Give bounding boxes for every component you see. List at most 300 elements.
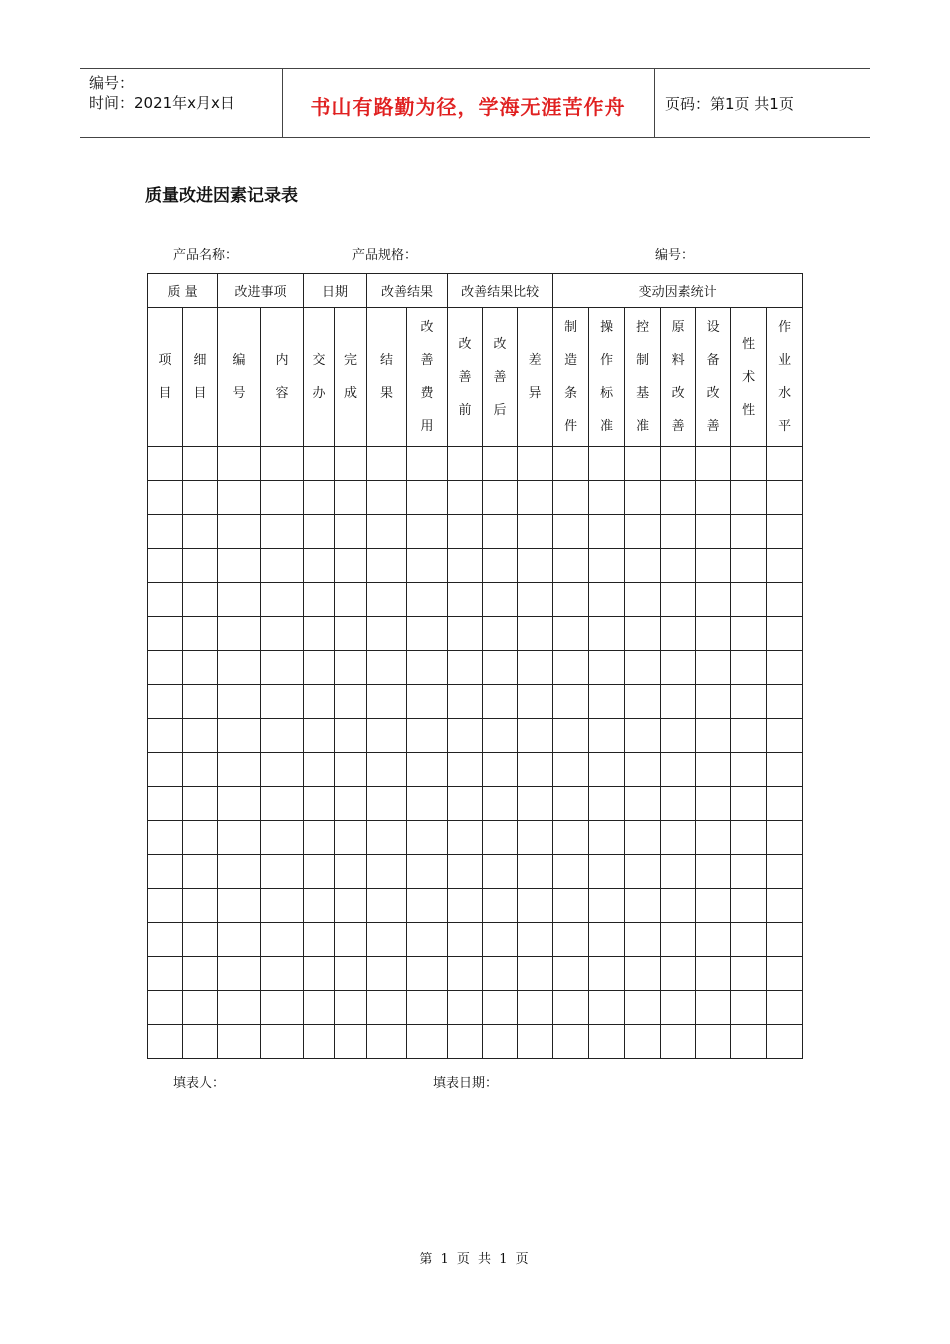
table-cell[interactable] <box>261 991 304 1025</box>
table-cell[interactable] <box>148 855 183 889</box>
table-cell[interactable] <box>696 787 731 821</box>
table-cell[interactable] <box>261 719 304 753</box>
table-cell[interactable] <box>661 855 696 889</box>
table-cell[interactable] <box>407 957 448 991</box>
table-cell[interactable] <box>696 651 731 685</box>
table-cell[interactable] <box>589 957 625 991</box>
table-cell[interactable] <box>218 651 261 685</box>
table-cell[interactable] <box>304 821 335 855</box>
table-cell[interactable] <box>518 923 553 957</box>
table-cell[interactable] <box>218 685 261 719</box>
table-cell[interactable] <box>335 617 367 651</box>
table-cell[interactable] <box>148 991 183 1025</box>
table-cell[interactable] <box>553 787 589 821</box>
table-cell[interactable] <box>589 549 625 583</box>
table-cell[interactable] <box>183 1025 218 1059</box>
table-cell[interactable] <box>696 889 731 923</box>
table-cell[interactable] <box>625 923 661 957</box>
table-cell[interactable] <box>625 549 661 583</box>
table-cell[interactable] <box>696 821 731 855</box>
table-cell[interactable] <box>304 651 335 685</box>
table-cell[interactable] <box>553 889 589 923</box>
table-cell[interactable] <box>367 957 407 991</box>
table-cell[interactable] <box>661 583 696 617</box>
table-cell[interactable] <box>335 923 367 957</box>
table-cell[interactable] <box>589 1025 625 1059</box>
table-cell[interactable] <box>661 617 696 651</box>
table-cell[interactable] <box>148 957 183 991</box>
table-cell[interactable] <box>731 617 767 651</box>
table-cell[interactable] <box>448 685 483 719</box>
table-cell[interactable] <box>183 481 218 515</box>
table-cell[interactable] <box>483 991 518 1025</box>
table-cell[interactable] <box>767 855 803 889</box>
table-cell[interactable] <box>304 1025 335 1059</box>
table-cell[interactable] <box>661 787 696 821</box>
table-cell[interactable] <box>304 481 335 515</box>
table-cell[interactable] <box>553 651 589 685</box>
table-cell[interactable] <box>518 855 553 889</box>
table-cell[interactable] <box>767 685 803 719</box>
table-cell[interactable] <box>261 753 304 787</box>
table-cell[interactable] <box>335 855 367 889</box>
table-cell[interactable] <box>767 447 803 481</box>
table-cell[interactable] <box>367 583 407 617</box>
table-cell[interactable] <box>261 685 304 719</box>
table-cell[interactable] <box>304 515 335 549</box>
table-cell[interactable] <box>731 481 767 515</box>
table-cell[interactable] <box>767 549 803 583</box>
table-cell[interactable] <box>696 617 731 651</box>
table-cell[interactable] <box>483 821 518 855</box>
table-cell[interactable] <box>367 1025 407 1059</box>
table-cell[interactable] <box>553 447 589 481</box>
table-cell[interactable] <box>335 583 367 617</box>
table-cell[interactable] <box>367 481 407 515</box>
table-cell[interactable] <box>625 753 661 787</box>
table-cell[interactable] <box>661 447 696 481</box>
table-cell[interactable] <box>448 515 483 549</box>
table-cell[interactable] <box>183 889 218 923</box>
table-cell[interactable] <box>483 753 518 787</box>
table-cell[interactable] <box>731 889 767 923</box>
table-cell[interactable] <box>261 821 304 855</box>
table-cell[interactable] <box>767 651 803 685</box>
table-cell[interactable] <box>553 481 589 515</box>
table-cell[interactable] <box>767 923 803 957</box>
table-cell[interactable] <box>448 923 483 957</box>
table-cell[interactable] <box>589 583 625 617</box>
table-cell[interactable] <box>261 651 304 685</box>
table-cell[interactable] <box>483 447 518 481</box>
table-cell[interactable] <box>767 889 803 923</box>
table-cell[interactable] <box>407 719 448 753</box>
table-cell[interactable] <box>625 583 661 617</box>
table-cell[interactable] <box>483 651 518 685</box>
table-cell[interactable] <box>367 855 407 889</box>
table-cell[interactable] <box>407 651 448 685</box>
table-cell[interactable] <box>148 1025 183 1059</box>
table-cell[interactable] <box>731 1025 767 1059</box>
table-cell[interactable] <box>483 855 518 889</box>
table-cell[interactable] <box>589 923 625 957</box>
table-cell[interactable] <box>335 957 367 991</box>
table-cell[interactable] <box>335 719 367 753</box>
table-cell[interactable] <box>183 753 218 787</box>
table-cell[interactable] <box>661 957 696 991</box>
table-cell[interactable] <box>448 889 483 923</box>
table-cell[interactable] <box>483 685 518 719</box>
table-cell[interactable] <box>483 1025 518 1059</box>
table-cell[interactable] <box>407 549 448 583</box>
table-cell[interactable] <box>483 481 518 515</box>
table-cell[interactable] <box>183 719 218 753</box>
table-cell[interactable] <box>518 957 553 991</box>
table-cell[interactable] <box>518 889 553 923</box>
table-cell[interactable] <box>148 685 183 719</box>
table-cell[interactable] <box>696 1025 731 1059</box>
table-cell[interactable] <box>553 583 589 617</box>
table-cell[interactable] <box>553 515 589 549</box>
table-cell[interactable] <box>518 447 553 481</box>
table-cell[interactable] <box>407 991 448 1025</box>
table-cell[interactable] <box>518 719 553 753</box>
table-cell[interactable] <box>589 515 625 549</box>
table-cell[interactable] <box>767 821 803 855</box>
table-cell[interactable] <box>731 549 767 583</box>
table-cell[interactable] <box>304 549 335 583</box>
table-cell[interactable] <box>625 719 661 753</box>
table-cell[interactable] <box>335 651 367 685</box>
table-cell[interactable] <box>218 787 261 821</box>
table-cell[interactable] <box>218 719 261 753</box>
table-cell[interactable] <box>553 1025 589 1059</box>
table-cell[interactable] <box>448 1025 483 1059</box>
table-cell[interactable] <box>367 991 407 1025</box>
table-cell[interactable] <box>731 855 767 889</box>
table-cell[interactable] <box>625 481 661 515</box>
table-cell[interactable] <box>148 549 183 583</box>
table-cell[interactable] <box>407 1025 448 1059</box>
table-cell[interactable] <box>304 685 335 719</box>
table-cell[interactable] <box>625 855 661 889</box>
table-cell[interactable] <box>218 583 261 617</box>
table-cell[interactable] <box>261 855 304 889</box>
table-cell[interactable] <box>483 719 518 753</box>
table-cell[interactable] <box>183 855 218 889</box>
table-cell[interactable] <box>696 515 731 549</box>
table-cell[interactable] <box>553 821 589 855</box>
table-cell[interactable] <box>483 583 518 617</box>
table-cell[interactable] <box>625 787 661 821</box>
table-cell[interactable] <box>407 617 448 651</box>
table-cell[interactable] <box>148 515 183 549</box>
table-cell[interactable] <box>367 617 407 651</box>
table-cell[interactable] <box>731 753 767 787</box>
table-cell[interactable] <box>367 753 407 787</box>
table-cell[interactable] <box>183 685 218 719</box>
table-cell[interactable] <box>448 447 483 481</box>
table-cell[interactable] <box>767 957 803 991</box>
table-cell[interactable] <box>407 685 448 719</box>
table-cell[interactable] <box>731 719 767 753</box>
table-cell[interactable] <box>767 753 803 787</box>
table-cell[interactable] <box>767 1025 803 1059</box>
table-cell[interactable] <box>407 787 448 821</box>
table-cell[interactable] <box>218 957 261 991</box>
table-cell[interactable] <box>448 821 483 855</box>
table-cell[interactable] <box>335 481 367 515</box>
table-cell[interactable] <box>261 481 304 515</box>
table-cell[interactable] <box>261 515 304 549</box>
table-cell[interactable] <box>148 583 183 617</box>
table-cell[interactable] <box>553 855 589 889</box>
table-cell[interactable] <box>483 787 518 821</box>
table-cell[interactable] <box>518 821 553 855</box>
table-cell[interactable] <box>218 923 261 957</box>
table-cell[interactable] <box>483 617 518 651</box>
table-cell[interactable] <box>261 617 304 651</box>
table-cell[interactable] <box>218 481 261 515</box>
table-cell[interactable] <box>448 719 483 753</box>
table-cell[interactable] <box>448 651 483 685</box>
table-cell[interactable] <box>335 787 367 821</box>
table-cell[interactable] <box>367 821 407 855</box>
table-cell[interactable] <box>731 447 767 481</box>
table-cell[interactable] <box>448 855 483 889</box>
table-cell[interactable] <box>696 855 731 889</box>
table-cell[interactable] <box>335 753 367 787</box>
table-cell[interactable] <box>148 617 183 651</box>
table-cell[interactable] <box>367 515 407 549</box>
table-cell[interactable] <box>518 753 553 787</box>
table-cell[interactable] <box>589 753 625 787</box>
table-cell[interactable] <box>261 447 304 481</box>
table-cell[interactable] <box>589 685 625 719</box>
table-cell[interactable] <box>183 787 218 821</box>
table-cell[interactable] <box>483 957 518 991</box>
table-cell[interactable] <box>661 481 696 515</box>
table-cell[interactable] <box>696 447 731 481</box>
table-cell[interactable] <box>589 787 625 821</box>
table-cell[interactable] <box>183 583 218 617</box>
table-cell[interactable] <box>483 923 518 957</box>
table-cell[interactable] <box>183 515 218 549</box>
table-cell[interactable] <box>304 991 335 1025</box>
table-cell[interactable] <box>261 583 304 617</box>
table-cell[interactable] <box>218 753 261 787</box>
table-cell[interactable] <box>553 719 589 753</box>
table-cell[interactable] <box>625 889 661 923</box>
table-cell[interactable] <box>553 991 589 1025</box>
table-cell[interactable] <box>407 821 448 855</box>
table-cell[interactable] <box>448 991 483 1025</box>
table-cell[interactable] <box>448 617 483 651</box>
table-cell[interactable] <box>367 719 407 753</box>
table-cell[interactable] <box>518 481 553 515</box>
table-cell[interactable] <box>218 447 261 481</box>
table-cell[interactable] <box>661 515 696 549</box>
table-cell[interactable] <box>625 447 661 481</box>
table-cell[interactable] <box>261 787 304 821</box>
table-cell[interactable] <box>367 923 407 957</box>
table-cell[interactable] <box>218 515 261 549</box>
table-cell[interactable] <box>335 991 367 1025</box>
table-cell[interactable] <box>731 685 767 719</box>
table-cell[interactable] <box>625 957 661 991</box>
table-cell[interactable] <box>367 787 407 821</box>
table-cell[interactable] <box>448 549 483 583</box>
table-cell[interactable] <box>183 821 218 855</box>
table-cell[interactable] <box>553 923 589 957</box>
table-cell[interactable] <box>367 549 407 583</box>
table-cell[interactable] <box>625 651 661 685</box>
table-cell[interactable] <box>518 515 553 549</box>
table-cell[interactable] <box>148 447 183 481</box>
table-cell[interactable] <box>518 617 553 651</box>
table-cell[interactable] <box>218 1025 261 1059</box>
table-cell[interactable] <box>407 515 448 549</box>
table-cell[interactable] <box>407 889 448 923</box>
table-cell[interactable] <box>767 481 803 515</box>
table-cell[interactable] <box>218 549 261 583</box>
table-cell[interactable] <box>553 549 589 583</box>
table-cell[interactable] <box>661 1025 696 1059</box>
table-cell[interactable] <box>483 889 518 923</box>
table-cell[interactable] <box>696 923 731 957</box>
table-cell[interactable] <box>218 991 261 1025</box>
table-cell[interactable] <box>696 685 731 719</box>
table-cell[interactable] <box>661 651 696 685</box>
table-cell[interactable] <box>589 481 625 515</box>
table-cell[interactable] <box>183 651 218 685</box>
table-cell[interactable] <box>731 651 767 685</box>
table-cell[interactable] <box>407 481 448 515</box>
table-cell[interactable] <box>625 991 661 1025</box>
table-cell[interactable] <box>661 923 696 957</box>
table-cell[interactable] <box>661 719 696 753</box>
table-cell[interactable] <box>518 583 553 617</box>
table-cell[interactable] <box>407 923 448 957</box>
table-cell[interactable] <box>183 957 218 991</box>
table-cell[interactable] <box>407 583 448 617</box>
table-cell[interactable] <box>304 617 335 651</box>
table-cell[interactable] <box>183 991 218 1025</box>
table-cell[interactable] <box>367 685 407 719</box>
table-cell[interactable] <box>367 889 407 923</box>
table-cell[interactable] <box>518 651 553 685</box>
table-cell[interactable] <box>183 549 218 583</box>
table-cell[interactable] <box>696 583 731 617</box>
table-cell[interactable] <box>767 991 803 1025</box>
table-cell[interactable] <box>553 957 589 991</box>
table-cell[interactable] <box>148 651 183 685</box>
table-cell[interactable] <box>518 685 553 719</box>
table-cell[interactable] <box>148 787 183 821</box>
table-cell[interactable] <box>183 447 218 481</box>
table-cell[interactable] <box>448 583 483 617</box>
table-cell[interactable] <box>589 855 625 889</box>
table-cell[interactable] <box>335 447 367 481</box>
table-cell[interactable] <box>483 515 518 549</box>
table-cell[interactable] <box>661 991 696 1025</box>
table-cell[interactable] <box>304 855 335 889</box>
table-cell[interactable] <box>696 991 731 1025</box>
table-cell[interactable] <box>367 651 407 685</box>
table-cell[interactable] <box>518 549 553 583</box>
table-cell[interactable] <box>696 481 731 515</box>
table-cell[interactable] <box>696 753 731 787</box>
table-cell[interactable] <box>589 821 625 855</box>
table-cell[interactable] <box>304 957 335 991</box>
table-cell[interactable] <box>553 685 589 719</box>
table-cell[interactable] <box>261 549 304 583</box>
table-cell[interactable] <box>261 923 304 957</box>
table-cell[interactable] <box>448 481 483 515</box>
table-cell[interactable] <box>261 1025 304 1059</box>
table-cell[interactable] <box>731 515 767 549</box>
table-cell[interactable] <box>661 549 696 583</box>
table-cell[interactable] <box>448 753 483 787</box>
table-cell[interactable] <box>261 889 304 923</box>
table-cell[interactable] <box>589 617 625 651</box>
table-cell[interactable] <box>148 923 183 957</box>
table-cell[interactable] <box>407 855 448 889</box>
table-cell[interactable] <box>731 991 767 1025</box>
table-cell[interactable] <box>625 685 661 719</box>
table-cell[interactable] <box>589 991 625 1025</box>
table-cell[interactable] <box>589 719 625 753</box>
table-cell[interactable] <box>767 719 803 753</box>
table-cell[interactable] <box>335 515 367 549</box>
table-cell[interactable] <box>625 617 661 651</box>
table-cell[interactable] <box>335 685 367 719</box>
table-cell[interactable] <box>661 889 696 923</box>
table-cell[interactable] <box>625 1025 661 1059</box>
table-cell[interactable] <box>661 685 696 719</box>
table-cell[interactable] <box>304 889 335 923</box>
table-cell[interactable] <box>731 583 767 617</box>
table-cell[interactable] <box>367 447 407 481</box>
table-cell[interactable] <box>148 889 183 923</box>
table-cell[interactable] <box>448 957 483 991</box>
table-cell[interactable] <box>218 821 261 855</box>
table-cell[interactable] <box>553 753 589 787</box>
table-cell[interactable] <box>767 787 803 821</box>
table-cell[interactable] <box>731 957 767 991</box>
table-cell[interactable] <box>483 549 518 583</box>
table-cell[interactable] <box>304 753 335 787</box>
table-cell[interactable] <box>218 617 261 651</box>
table-cell[interactable] <box>148 753 183 787</box>
table-cell[interactable] <box>518 991 553 1025</box>
table-cell[interactable] <box>518 1025 553 1059</box>
table-cell[interactable] <box>696 719 731 753</box>
table-cell[interactable] <box>183 617 218 651</box>
table-cell[interactable] <box>625 821 661 855</box>
table-cell[interactable] <box>661 753 696 787</box>
table-cell[interactable] <box>304 787 335 821</box>
table-cell[interactable] <box>731 923 767 957</box>
table-cell[interactable] <box>589 889 625 923</box>
table-cell[interactable] <box>148 481 183 515</box>
table-cell[interactable] <box>261 957 304 991</box>
table-cell[interactable] <box>731 787 767 821</box>
table-cell[interactable] <box>767 515 803 549</box>
table-cell[interactable] <box>218 889 261 923</box>
table-cell[interactable] <box>335 889 367 923</box>
table-cell[interactable] <box>731 821 767 855</box>
